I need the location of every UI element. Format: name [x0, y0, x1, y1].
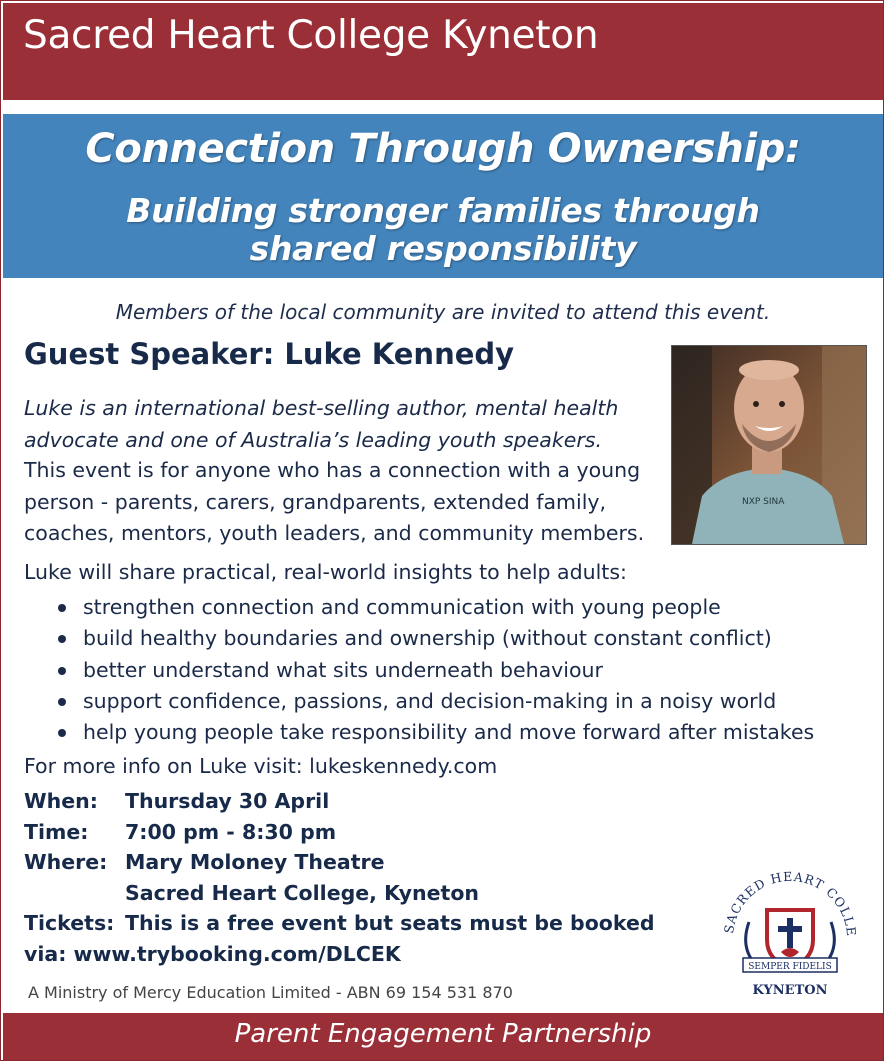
tickets-value: This is a free event but seats must be booked	[125, 911, 655, 936]
speaker-bio: Luke is an international best-selling author, mental health advocate and one of Australia’s leading youth speakers.	[24, 396, 619, 452]
event-subtitle: Building stronger families through shared responsibility	[126, 191, 760, 268]
more-info-text: For more info on Luke visit: lukeskennedy.com	[24, 754, 498, 778]
where-value-school: Sacred Heart College, Kyneton	[125, 880, 480, 905]
tickets-label: Tickets:	[24, 911, 115, 936]
when-label: When:	[24, 789, 98, 813]
school-name: Sacred Heart College Kyneton	[23, 13, 599, 58]
shirt-text: NXP SINA	[742, 497, 785, 507]
bullet-icon	[58, 667, 66, 675]
crest-arc-text: SACRED HEART COLLE	[721, 868, 860, 938]
crest-motto: SEMPER FIDELIS	[748, 962, 832, 972]
audience-intro: This event is for anyone who has a connection with a young person - parents, carers, grandparents, extended family, coaches, mentors, youth leaders, and community members.	[24, 458, 645, 545]
bullet-icon	[58, 729, 66, 737]
where-label: Where:	[24, 850, 108, 875]
time-label: Time:	[24, 819, 89, 844]
insights-list	[24, 593, 814, 749]
abn-text: A Ministry of Mercy Education Limited - ABN 69 154 531 870	[28, 983, 513, 1002]
list-item: better understand what sits underneath behaviour	[24, 656, 814, 687]
event-title: Connection Through Ownership:	[85, 126, 801, 172]
booking-link: via: www.trybooking.com/DLCEK	[24, 941, 401, 966]
time-value: 7:00 pm - 8:30 pm	[125, 819, 337, 844]
speaker-heading: Guest Speaker: Luke Kennedy	[24, 337, 515, 371]
bullet-icon	[58, 604, 66, 612]
list-item: help young people take responsibility and move forward after mistakes	[24, 718, 814, 749]
lead-text: Luke will share practical, real-world insights to help adults:	[24, 560, 627, 584]
list-item: strengthen connection and communication with young people	[24, 593, 814, 624]
list-item: build healthy boundaries and ownership (without constant conflict)	[24, 624, 814, 655]
when-value: Thursday 30 April	[125, 789, 330, 813]
speaker-photo	[671, 345, 867, 545]
header-bar	[3, 3, 883, 100]
footer-text: Parent Engagement Partnership	[234, 1019, 652, 1049]
where-value-venue: Mary Moloney Theatre	[125, 850, 385, 875]
speaker-photo-illustration	[672, 346, 866, 544]
footer-bar	[3, 1013, 883, 1060]
list-item: support confidence, passions, and decision-making in a noisy world	[24, 687, 814, 718]
crest-town: KYNETON	[752, 983, 828, 998]
college-crest-logo	[715, 860, 865, 1000]
cross-icon	[787, 918, 793, 948]
bullet-icon	[58, 698, 66, 706]
bullet-icon	[58, 635, 66, 643]
invite-text: Members of the local community are invited to attend this event.	[115, 300, 771, 324]
title-banner	[3, 114, 883, 278]
